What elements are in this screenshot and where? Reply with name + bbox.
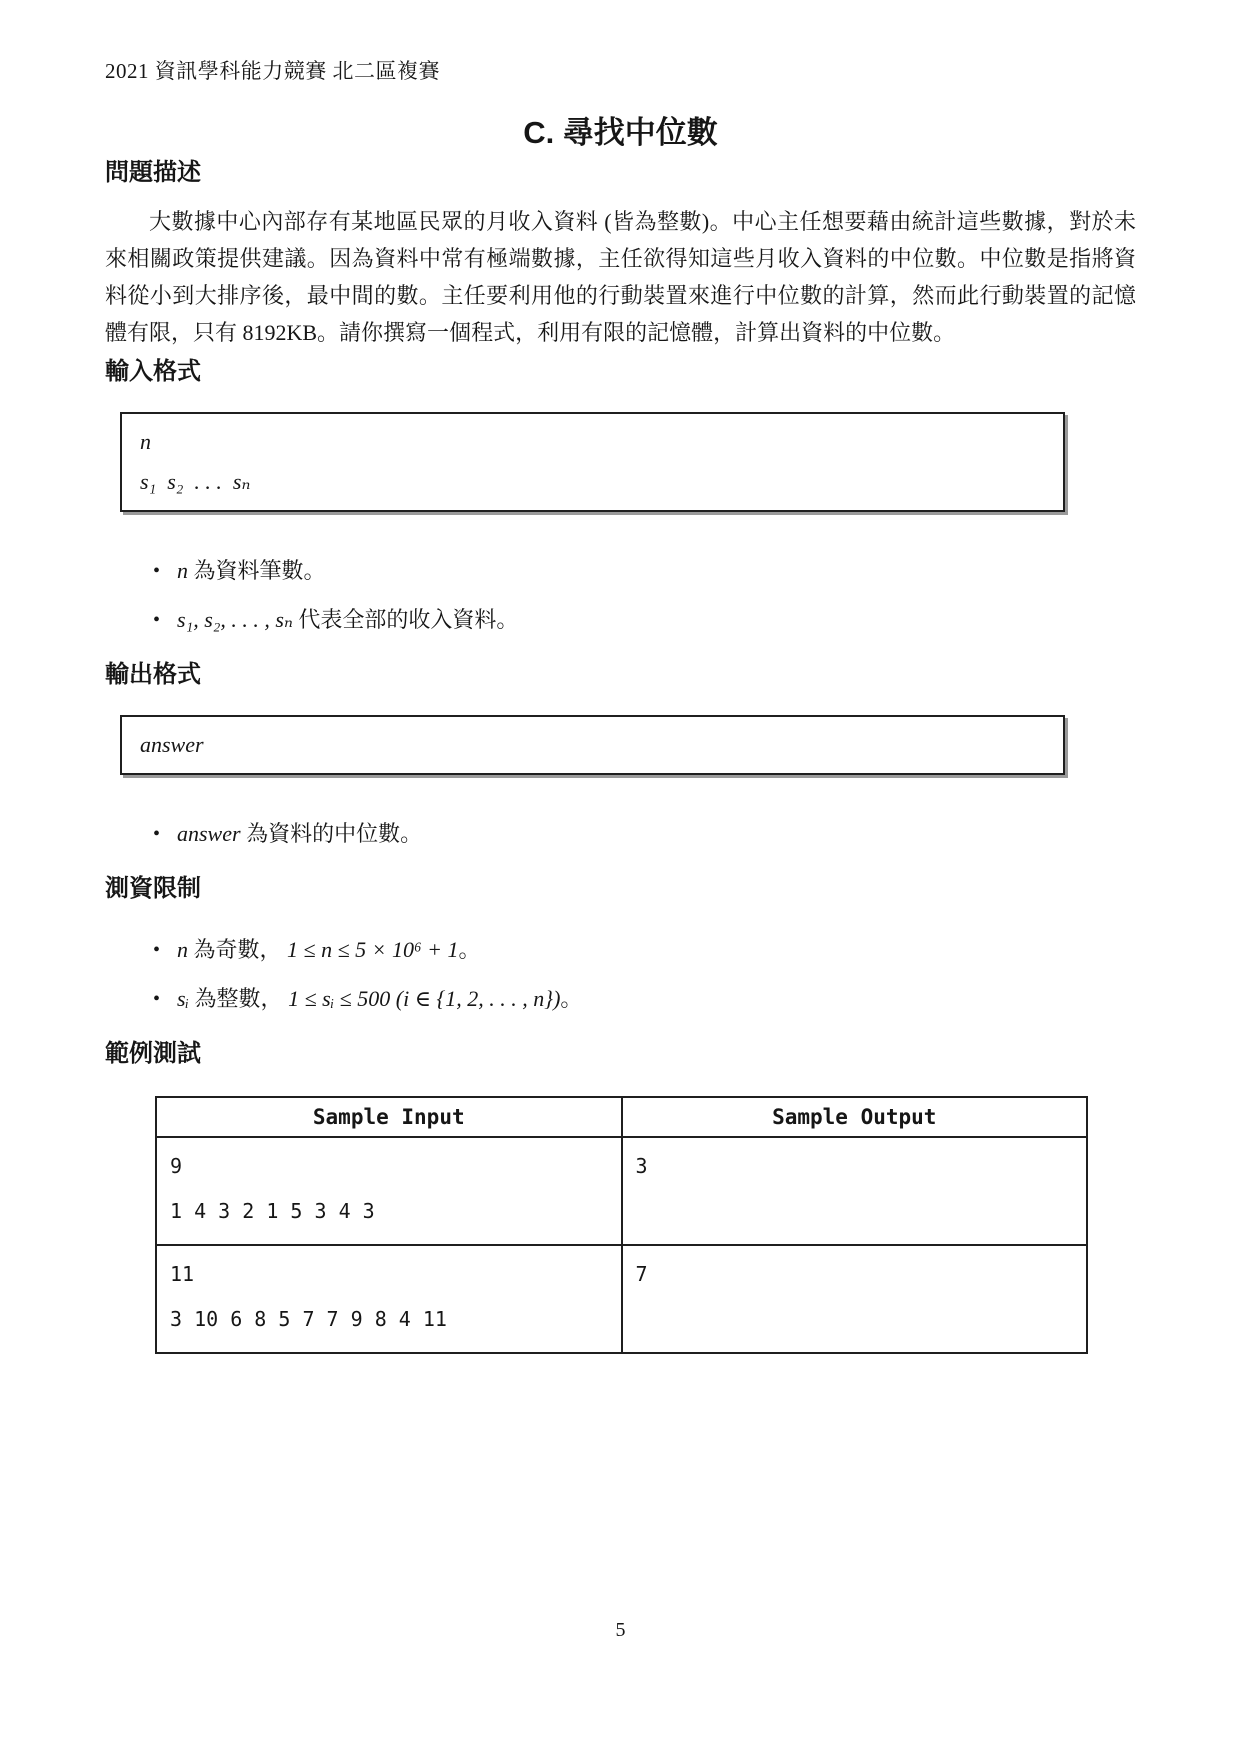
sample-table xyxy=(155,1096,1088,1354)
bullet-text: 為資料的中位數。 xyxy=(240,821,423,846)
sample-output-cell xyxy=(622,1245,1088,1353)
bullet-text: 為奇數， xyxy=(188,937,288,962)
math-var: sᵢ xyxy=(177,986,190,1011)
table-header-sample-input: Sample Input xyxy=(156,1097,622,1137)
sample-output-cell xyxy=(622,1137,1088,1245)
sample-output-line: 7 xyxy=(635,1262,648,1286)
bullet-text: 。 xyxy=(560,986,583,1011)
sample-output-line: 3 xyxy=(635,1154,648,1178)
input-format-box xyxy=(120,412,1065,512)
sample-table-header-row xyxy=(156,1097,1087,1137)
math-expr: 1 ≤ sᵢ ≤ 500 (i ∈ {1, 2, . . . , n}) xyxy=(288,986,561,1011)
table-row xyxy=(156,1245,1087,1353)
sample-input-line: 11 xyxy=(170,1262,195,1286)
section-heading-output-format: 輸出格式 xyxy=(105,661,201,688)
bullet-item xyxy=(153,984,1136,1014)
section-heading-samples: 範例測試 xyxy=(105,1040,201,1067)
sample-input-line: 1 4 3 2 1 5 3 4 3 xyxy=(170,1199,375,1223)
math-expr: 1 ≤ n ≤ 5 × 10⁶ + 1 xyxy=(287,937,459,962)
bullet-item xyxy=(153,819,1136,849)
output-format-bullets xyxy=(105,819,1136,849)
input-box-line-1: n xyxy=(140,429,151,454)
page-title: C. 尋找中位數 xyxy=(523,115,718,150)
document-header: 2021 資訊學科能力競賽 北二區複賽 xyxy=(105,59,440,83)
section-heading-constraints: 測資限制 xyxy=(105,875,201,902)
bullet-text: 為資料筆數。 xyxy=(188,558,326,583)
bullet-text: 代表全部的收入資料。 xyxy=(292,607,519,632)
section-heading-input-format: 輸入格式 xyxy=(105,358,201,385)
math-var: n xyxy=(177,558,188,583)
sample-input-line: 3 10 6 8 5 7 7 9 8 4 11 xyxy=(170,1307,447,1331)
input-box-line-2: s₁ s₂ . . . sₙ xyxy=(140,469,251,494)
bullet-text: 。 xyxy=(458,937,481,962)
math-var: answer xyxy=(177,821,241,846)
constraints-bullets xyxy=(105,935,1136,1014)
sample-input-cell xyxy=(156,1245,622,1353)
table-row xyxy=(156,1137,1087,1245)
math-var: s₁, s₂, . . . , sₙ xyxy=(177,607,293,632)
sample-input-cell xyxy=(156,1137,622,1245)
input-format-bullets xyxy=(105,556,1136,635)
section-heading-problem: 問題描述 xyxy=(105,159,201,186)
math-var: n xyxy=(177,937,188,962)
bullet-text: 為整數， xyxy=(189,986,289,1011)
sample-input-line: 9 xyxy=(170,1154,183,1178)
output-box-line-1: answer xyxy=(140,732,204,757)
table-header-sample-output: Sample Output xyxy=(622,1097,1088,1137)
bullet-item xyxy=(153,605,1136,635)
page-number: 5 xyxy=(615,1619,626,1641)
bullet-item xyxy=(153,556,1136,586)
output-format-box xyxy=(120,715,1065,775)
problem-paragraph: 大數據中心內部存有某地區民眾的月收入資料 (皆為整數)。中心主任想要藉由統計這些數據，對於未來相關政策提供建議。因為資料中常有極端數據，主任欲得知這些月收入資料的中位數。中位數是指將資料從小到大排序後，最中間的數。主任要利用他的行動裝置來進行中位數的計算，然而此行動裝置的記憶體有限，只有 8192KB。請你撰寫一個程式，利用有限的記憶體，計算出資料的中位數。 xyxy=(105,209,1136,345)
bullet-item xyxy=(153,935,1136,965)
